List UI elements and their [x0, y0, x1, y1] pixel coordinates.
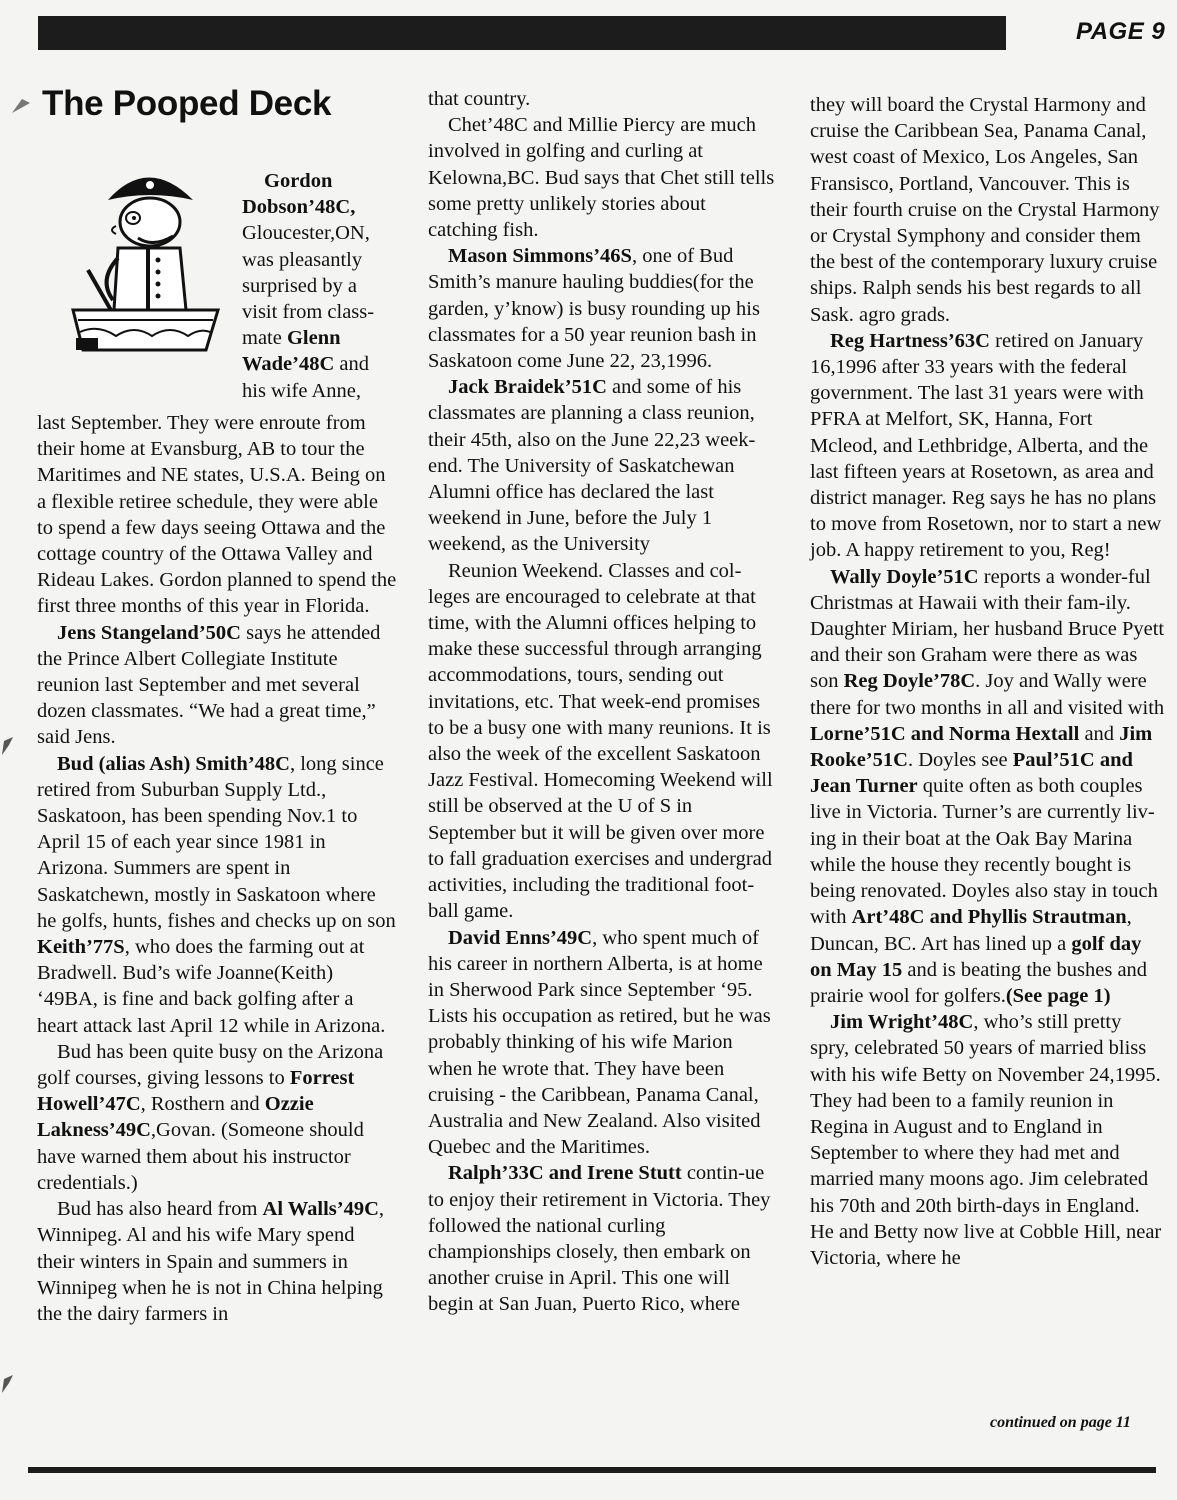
paragraph: Bud (alias Ash) Smith’48C, long since retired from Suburban Supply Ltd., Saskatoon, has been spending Nov.1 to April 15 of each year since 1981 in Arizona. Summers are spent in Saskatchewn, mostly in Saskatoon where he golfs, hunts, fishes and checks up on son Keith’77S, who does the farming out at Bradwell. Bud’s wife Joanne(Keith) ‘49BA, is fine and back golfing after a heart attack last April 12 while in Arizona. — [37, 752, 396, 1037]
column-2 — [428, 86, 780, 1318]
column-3 — [810, 92, 1165, 1271]
paragraph: Bud has also heard from Al Walls’49C, Winnipeg. Al and his wife Mary spend their winters in Spain and summers in Winnipeg when he is not in China helping the the dairy farmers in — [37, 1198, 385, 1325]
pirate-cartoon-icon — [68, 160, 233, 360]
paragraph: they will board the Crystal Harmony and cruise the Caribbean Sea, Panama Canal, west coast of Mexico, Los Angeles, San Fransisco, Portland, Vancouver. This is their fourth cruise on the Crystal Harmony or Crystal Symphony and consider them the best of the contemporary luxury cruise ships. Ralph sends his best regards to all Sask. agro grads. — [810, 94, 1160, 326]
paragraph: that country. — [428, 88, 531, 110]
page-number: PAGE 9 — [1076, 18, 1166, 45]
sail-mark-icon — [10, 93, 32, 115]
column-1 — [37, 410, 397, 1327]
intro-line-wade: Wade’48C and — [242, 353, 369, 376]
paragraph: Wally Doyle’51C reports a wonder-ful Christmas at Hawaii with their fam-ily. Daughter Miriam, her husband Bruce Pyett and their son Graham were there as was son Reg Doyle’78C. Joy and Wally were there for two months in all and visited with Lorne’51C and Norma Hextall and Jim Rooke’51C. Doyles see Paul’51C and Jean Turner quite often as both couples live in Victoria. Turner’s are currently liv-ing in their boat at the Oak Bay Marina while the house they recently bought is being renovated. Doyles also stay in touch with Art’48C and Phyllis Strautman, Duncan, BC. Art has lined up a golf day on May 15 and is beating the bushes and prairie wool for golfers.(See page 1) — [810, 565, 1165, 1007]
header-bar — [38, 16, 1006, 50]
paragraph: David Enns’49C, who spent much of his career in northern Alberta, is at home in Sherwood Park since September ‘95. Lists his occupation as retired, but he was probably thinking of his wife Marion when he wrote that. They have been cruising - the Caribbean, Panama Canal, Australia and New Zealand. Also visited Quebec and the Maritimes. — [428, 926, 771, 1159]
paragraph: Reg Hartness’63C retired on January 16,1996 after 33 years with the federal government. The last 31 years were with PFRA at Melfort, SK, Hanna, Fort Mcleod, and Lethbridge, Alberta, and the last fifteen years at Rosetown, as area and district manager. Reg says he has no plans to move from Rosetown, nor to start a new job. A happy retirement to you, Reg! — [810, 329, 1162, 562]
intro-line-glenn: mate Glenn — [242, 327, 341, 350]
paragraph: Reunion Weekend. Classes and col-leges are encouraged to celebrate at that time, with the Alumni offices helping to make these successful through arranging accommodations, tours, sending out invitations, etc. That week-end promises to be a busy one with many reunions. It is also the week of the excellent Saskatoon Jazz Festival. Homecoming Weekend will still be observed at the U of S in September but it will be given over more to fall graduation exercises and undergrad activities, including the traditional foot-ball game. — [428, 559, 773, 923]
paragraph: last September. They were enroute from their home at Evansburg, AB to tour the Maritimes and NE states, U.S.A. Being on a flexible retiree schedule, they were able to spend a few days seeing Ottawa and the cottage country of the Ottawa Valley and Rideau Lakes. Gordon planned to spend the first three months of this year in Florida. — [37, 412, 397, 618]
paragraph: Mason Simmons’46S, one of Bud Smith’s manure hauling buddies(for the garden, y’know) is busy rounding up his classmates for a 50 year reunion bash in Saskatoon come June 22, 23,1996. — [428, 245, 760, 373]
paragraph: Ralph’33C and Irene Stutt contin-ue to enjoy their retirement in Victoria. They followed the national curling championships closely, then embark on another cruise in April. This one will begin at San Juan, Puerto Rico, where — [428, 1162, 771, 1316]
paragraph: Bud has been quite busy on the Arizona golf courses, giving lessons to Forrest Howell’47C, Rosthern and Ozzie Lakness’49C,Govan. (Someone should have warned them about his instructor credentials.) — [37, 1040, 384, 1194]
paragraph: Chet’48C and Millie Piercy are much involved in golfing and curling at Kelowna,BC. Bud says that Chet still tells some pretty unlikely stories about catching fish. — [428, 114, 775, 242]
footer-bar — [28, 1467, 1156, 1473]
paragraph: Jack Braidek’51C and some of his classmates are planning a class reunion, their 45th, also on the June 22,23 week-end. The University of Saskatchewan Alumni office has declared the last weekend in June, before the July 1 weekend, as the University — [428, 376, 756, 556]
paragraph: Jens Stangeland’50C says he attended the Prince Albert Collegiate Institute reunion last September and met several dozen classmates. “We had a great time,” said Jens. — [37, 621, 381, 749]
intro-text: Gordon Dobson’48C, Gloucester,ON, was pleasantly surprised by a visit from class- mate Glenn Wade’48C and his wife Anne, — [242, 168, 402, 404]
margin-mark-icon — [0, 735, 14, 757]
margin-mark-icon — [0, 1373, 14, 1395]
paragraph: Jim Wright’48C, who’s still pretty spry, celebrated 50 years of married bliss with his wife Betty on November 24,1995. They had been to a family reunion in Regina in August and to England in September to where they had met and married many moons ago. Jim celebrated his 70th and 20th birth-days in England. He and Betty now live at Cobble Hill, near Victoria, where he — [810, 1011, 1162, 1269]
continued-note: continued on page 11 — [990, 1414, 1131, 1431]
article-title: The Pooped Deck — [42, 84, 332, 123]
